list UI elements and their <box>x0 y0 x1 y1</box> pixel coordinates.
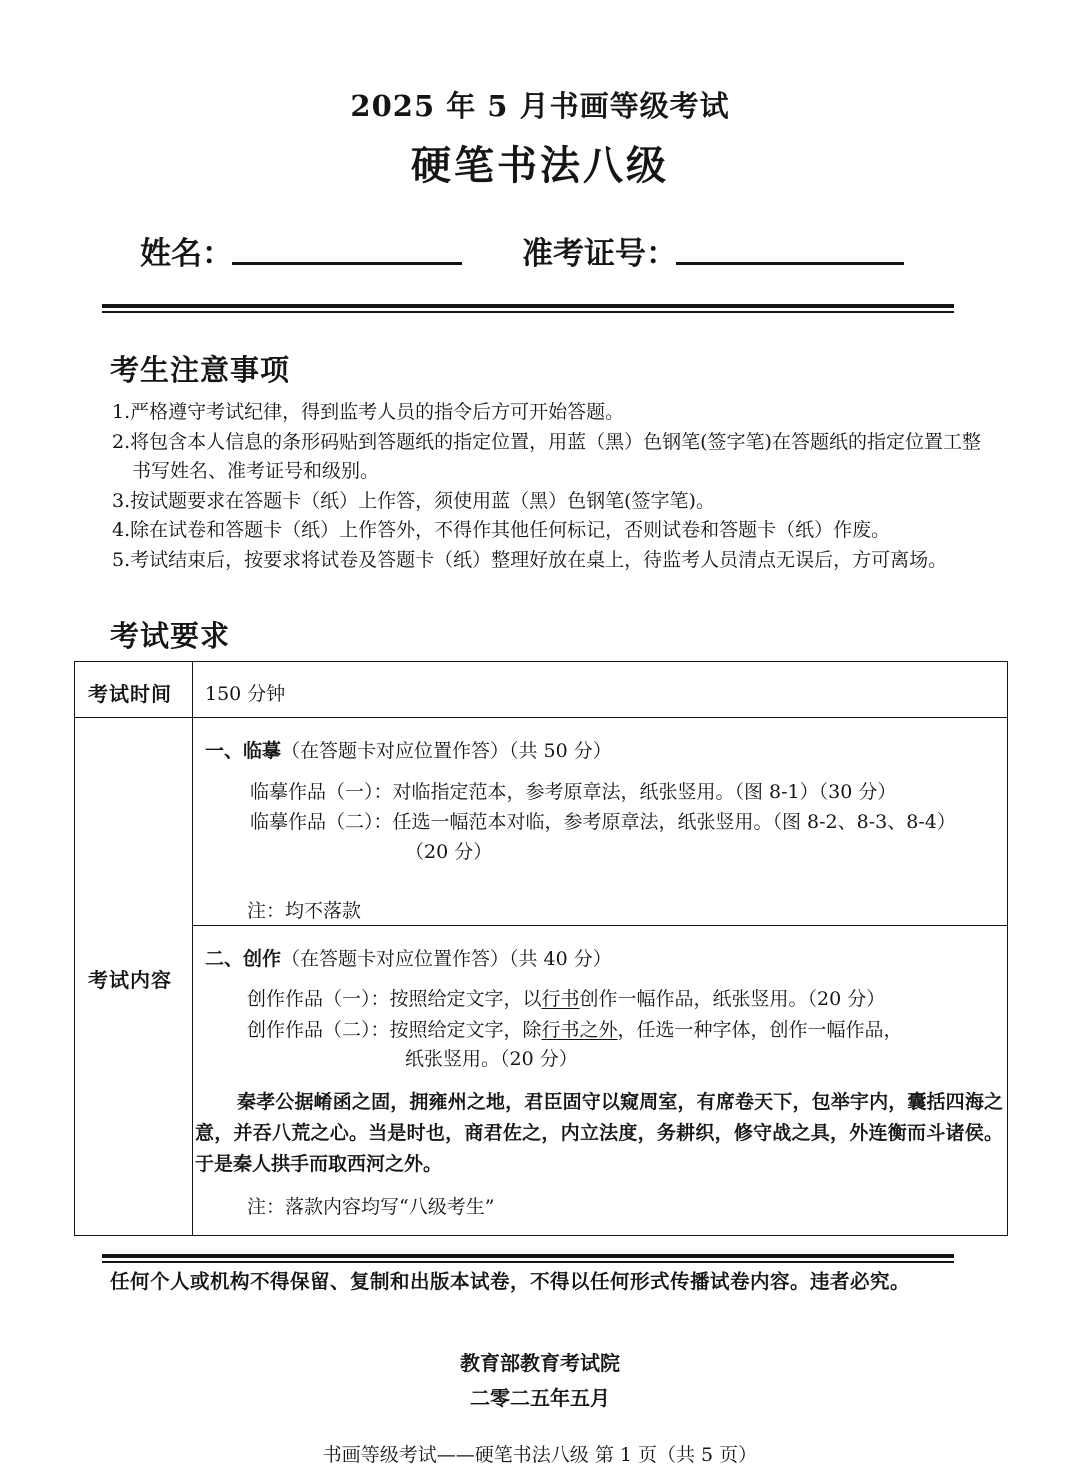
table-column-divider <box>192 662 193 1235</box>
exam-time-label: 考试时间 <box>88 682 172 706</box>
part2-item2-continued: 纸张竖用。（20 分） <box>405 1048 578 1070</box>
notice-item: 3.按试题要求在答题卡（纸）上作答，须使用蓝（黑）色钢笔(签字笔)。 <box>112 489 715 512</box>
ticket-number-label: 准考证号： <box>522 236 677 272</box>
copyright-notice: 任何个人或机构不得保留、复制和出版本试卷，不得以任何形式传播试卷内容。违者必究。 <box>110 1270 911 1293</box>
requirements-table <box>74 661 1008 1236</box>
part2-detail: （在答题卡对应位置作答）（共 40 分） <box>281 948 612 970</box>
notice-item: 5.考试结束后，按要求将试卷及答题卡（纸）整理好放在桌上，待监考人员清点无误后，方可离场。 <box>112 548 948 571</box>
part2-heading <box>205 944 612 971</box>
notice-item: 2.将包含本人信息的条形码贴到答题纸的指定位置，用蓝（黑）色钢笔(签字笔)在答题纸的指定位置工整书写姓名、准考证号和级别。 <box>112 430 981 482</box>
part1-title: 一、临摹 <box>205 740 282 762</box>
part2-item1 <box>247 984 885 1014</box>
table-row-divider <box>75 717 1007 718</box>
part1-note: 注：均不落款 <box>247 900 362 922</box>
notice-item: 4.除在试卷和答题卡（纸）上作答外，不得作其他任何标记，否则试卷和答题卡（纸）作废。 <box>112 519 891 541</box>
part2-item2-emphasis: 行书之外 <box>541 1019 618 1041</box>
creation-passage: 秦孝公据崤函之固，拥雍州之地，君臣固守以窥周室，有席卷天下，包举宇内，囊括四海之意，并吞八荒之心。当是时也，商君佐之，内立法度，务耕织，修守战之具，外连衡而斗诸侯。于是秦人拱手而取西河之外。 <box>195 1091 1003 1175</box>
requirements-heading: 考试要求 <box>110 619 231 653</box>
header-divider <box>102 304 954 313</box>
part1-item1: 临摹作品（一）：对临指定范本，参考原章法，纸张竖用。（图 8-1）（30 分） <box>250 781 897 803</box>
part2-item1-text-end: 创作一幅作品，纸张竖用。（20 分） <box>579 988 886 1010</box>
part2-title: 二、创作 <box>205 948 282 970</box>
part2-note: 注：落款内容均写“八级考生” <box>247 1196 495 1218</box>
notices-list <box>112 398 982 575</box>
exam-title: 2025 年 5 月书画等级考试 <box>350 89 730 123</box>
issue-date: 二零二五年五月 <box>470 1386 610 1410</box>
part2-item1-text: 创作作品（一）：按照给定文字，以 <box>247 988 542 1010</box>
part1-item2-continued: （20 分） <box>405 841 493 863</box>
notices-heading: 考生注意事项 <box>110 353 291 387</box>
part2-item1-emphasis: 行书 <box>541 988 580 1010</box>
exam-time-value: 150 分钟 <box>205 683 286 705</box>
part1-heading <box>205 736 612 763</box>
part1-item2: 临摹作品（二）：任选一幅范本对临，参考原章法，纸张竖用。（图 8-2、8-3、8-4） <box>250 811 956 833</box>
footer-divider <box>102 1254 954 1263</box>
issuer-name: 教育部教育考试院 <box>460 1351 620 1375</box>
ticket-number-blank <box>676 262 904 265</box>
part2-item2-text: 创作作品（二）：按照给定文字，除 <box>247 1019 542 1041</box>
notice-item: 1.严格遵守考试纪律，得到监考人员的指令后方可开始答题。 <box>112 401 625 423</box>
page-footer: 书画等级考试——硬笔书法八级 第 1 页（共 5 页） <box>322 1444 758 1466</box>
part2-item2-text-end: ，任选一种字体，创作一幅作品， <box>617 1019 903 1041</box>
name-label: 姓名： <box>140 236 233 272</box>
exam-content-label: 考试内容 <box>88 968 172 992</box>
name-blank <box>232 262 462 265</box>
level-title: 硬笔书法八级 <box>411 142 669 189</box>
part2-item2 <box>247 1015 903 1045</box>
part1-detail: （在答题卡对应位置作答）（共 50 分） <box>281 740 612 762</box>
